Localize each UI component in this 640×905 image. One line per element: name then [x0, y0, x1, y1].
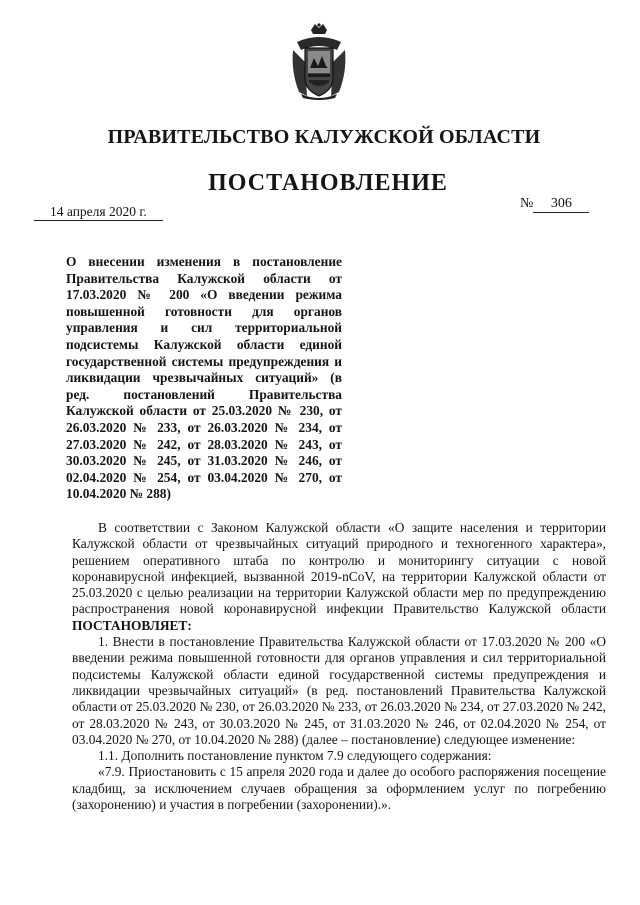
coat-of-arms-emblem [287, 22, 351, 100]
item-1-1-paragraph: 1.1. Дополнить постановление пунктом 7.9 следующего содержания: [98, 748, 492, 764]
document-date: 14 апреля 2020 г. [34, 204, 163, 221]
organization-title: ПРАВИТЕЛЬСТВО КАЛУЖСКОЙ ОБЛАСТИ [107, 126, 541, 148]
preamble-paragraph [72, 520, 606, 634]
document-type-title: ПОСТАНОВЛЕНИЕ [208, 170, 448, 196]
document-subject: О внесении изменения в постановление Правительства Калужской области от 17.03.2020 № 200 «О введении режима повышенной готовности для органов управления и сил территориальной подсистемы Калужской области единой государственной системы предупреждения и ликвидации чрезвычайных ситуаций» (в ред. постановлений Правительства Калужской области от 25.03.2020 № 230, от 26.03.2020 № 233, от 26.03.2020 № 234, от 27.03.2020 № 242, от 28.03.2020 № 243, от 30.03.2020 № 245, от 31.03.2020 № 246, от 02.04.2020 № 254, от 03.04.2020 № 270, от 10.04.2020 № 288) [66, 254, 342, 502]
document-number [520, 196, 589, 213]
item-7-9-paragraph: «7.9. Приостановить с 15 апреля 2020 года и далее до особого распоряжения посещение кладбищ, за исключением случаев обращения за оформлением услуг по погребению (захоронению) и участия в погребении (захоронении).». [72, 764, 606, 813]
preamble-emphasis: ПОСТАНОВЛЯЕТ: [72, 617, 192, 633]
number-value: 306 [533, 196, 589, 213]
number-label: № [520, 196, 534, 211]
item-1-paragraph: 1. Внести в постановление Правительства Калужской области от 17.03.2020 № 200 «О введении режима повышенной готовности для органов управления и сил территориальной подсистемы Калужской области единой государственной системы предупреждения и ликвидации чрезвычайных ситуаций» (в ред. постановлений Правительства Калужской области от 25.03.2020 № 230, от 26.03.2020 № 233, от 26.03.2020 № 234, от 27.03.2020 № 242, от 28.03.2020 № 243, от 30.03.2020 № 245, от 31.03.2020 № 246, от 02.04.2020 № 254, от 03.04.2020 № 270, от 10.04.2020 № 288) (далее – постановление) следующее изменение: [72, 634, 606, 747]
preamble-text: В соответствии с Законом Калужской области «О защите населения и территории Калужской области от чрезвычайных ситуаций природного и техногенного характера», решением оперативного штаба по контролю и мониторингу ситуации с новой коронавирусной инфекцией, вызванной 2019-nCoV, на территории Калужской области от 25.03.2020 с целью реализации на территории Калужской области мер по предупреждению распространения новой коронавирусной инфекции Правительство Калужской области [72, 520, 606, 617]
document-body [72, 520, 606, 813]
